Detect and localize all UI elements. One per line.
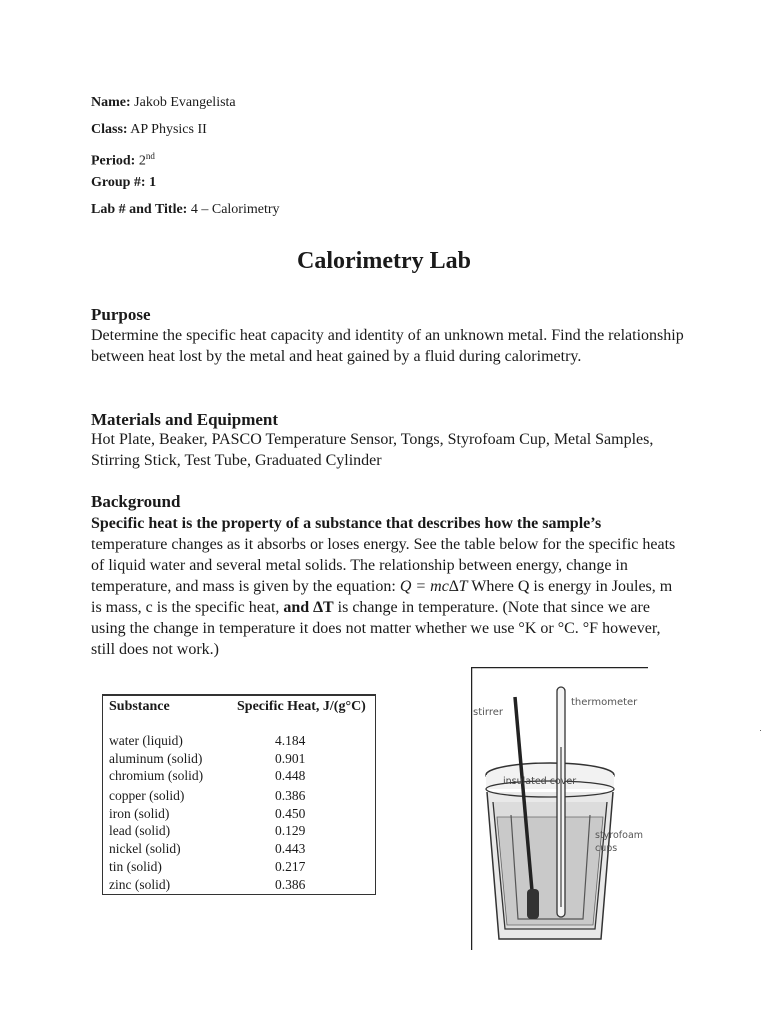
materials-text: Hot Plate, Beaker, PASCO Temperature Sensor, Tongs, Styrofoam Cup, Metal Samples, Stirring Stick, Test Tube, Graduated Cylinder <box>91 431 654 469</box>
background-bold-and: and ∆T <box>283 599 334 616</box>
lab-label: Lab # and Title: <box>91 202 188 217</box>
cover-label: insulated cover <box>503 776 577 787</box>
lab-value: 4 – Calorimetry <box>190 202 280 217</box>
table-row <box>109 877 369 894</box>
lab-title-line <box>91 202 280 218</box>
period-value: 2 <box>138 153 146 169</box>
background-text <box>91 513 681 660</box>
equation: Q = mc∆T <box>399 578 468 595</box>
table-row <box>109 806 369 823</box>
class-value: AP Physics II <box>130 122 207 137</box>
materials-heading: Materials and Equipment <box>91 410 279 429</box>
group-value: 1 <box>149 175 157 190</box>
substance-name: nickel (solid) <box>109 841 181 856</box>
table-header-substance: Substance <box>109 699 170 714</box>
stirrer-label: stirrer <box>473 707 503 718</box>
substance-name: aluminum (solid) <box>109 751 203 766</box>
water-level <box>497 817 603 925</box>
period-suffix: nd <box>145 151 155 161</box>
background-text-1: temperature changes as it absorbs or loses energy. See the table below for the specific heats of liquid water and several metal solids. The relationship between energy, change in temperature, and mass is given by the equation: <box>91 536 676 595</box>
period-line <box>91 148 155 170</box>
substance-name: chromium (solid) <box>109 768 204 783</box>
cups-label-line1: styrofoam <box>595 830 644 841</box>
purpose-text: Determine the specific heat capacity and identity of an unknown metal. Find the relationship between heat lost by the metal and heat gained by a fluid during calorimetry. <box>91 327 684 365</box>
table-row <box>109 823 369 840</box>
cups-label-line2: cups <box>595 843 618 854</box>
period-label: Period: <box>91 153 136 169</box>
background-lead: Specific heat is the property of a substance that describes how the sample’s <box>91 515 602 532</box>
background-heading: Background <box>91 492 181 511</box>
substance-name: water (liquid) <box>109 733 183 748</box>
substance-name: tin (solid) <box>109 859 162 874</box>
specific-heat-value: 0.129 <box>275 823 306 838</box>
table-row <box>109 751 369 768</box>
name-label: Name: <box>91 95 131 110</box>
substance-name: lead (solid) <box>109 823 171 838</box>
name-line <box>91 95 236 111</box>
class-label: Class: <box>91 122 128 137</box>
specific-heat-value: 0.901 <box>275 751 306 766</box>
substance-name: zinc (solid) <box>109 877 171 892</box>
specific-heat-value: 0.386 <box>275 877 306 892</box>
substance-name: copper (solid) <box>109 788 185 803</box>
specific-heat-value: 0.386 <box>275 788 306 803</box>
class-line <box>91 122 207 138</box>
group-label: Group #: <box>91 175 146 190</box>
background-text-2: Where Q is energy in Joules, m is mass, c is the specific heat, <box>91 578 673 616</box>
table-row <box>109 788 369 805</box>
table-row <box>109 733 369 750</box>
specific-heat-value: 0.448 <box>275 768 306 783</box>
margin-mark <box>760 730 761 731</box>
specific-heat-value: 0.217 <box>275 859 306 874</box>
specific-heat-value: 0.443 <box>275 841 306 856</box>
table-row <box>109 859 369 876</box>
background-text-3: is change in temperature. (Note that since we are using the change in temperature it does not matter whether we use °K or °C. °F however, still does not work.) <box>91 599 661 658</box>
page-title: Calorimetry Lab <box>297 248 471 274</box>
purpose-heading: Purpose <box>91 305 151 324</box>
name-value: Jakob Evangelista <box>134 95 236 110</box>
calorimeter-diagram <box>471 667 648 950</box>
table-top-rule <box>102 694 376 696</box>
specific-heat-value: 4.184 <box>275 733 306 748</box>
specific-heat-value: 0.450 <box>275 806 306 821</box>
group-line <box>91 175 156 191</box>
table-row <box>109 841 369 858</box>
table-row <box>109 768 369 785</box>
thermometer-label: thermometer <box>571 697 638 708</box>
specific-heat-table <box>102 694 376 895</box>
table-header-specific-heat: Specific Heat, J/(g°C) <box>237 699 366 714</box>
substance-name: iron (solid) <box>109 806 170 821</box>
stirrer-paddle <box>527 889 539 919</box>
